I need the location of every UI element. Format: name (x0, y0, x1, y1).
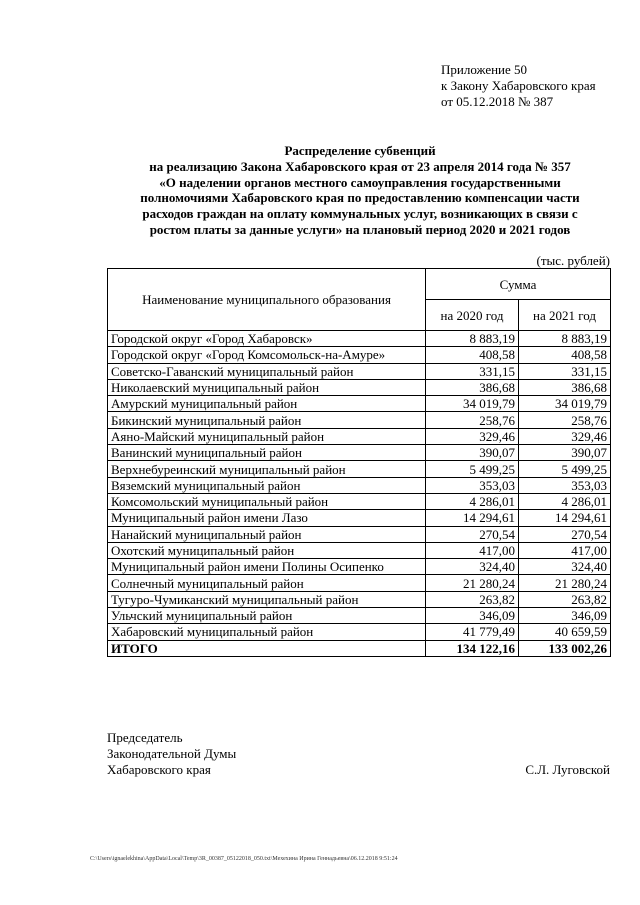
title-line: на реализацию Закона Хабаровского края от 23 апреля 2014 года № 357 (149, 158, 571, 174)
header-2021: на 2021 год (519, 300, 611, 331)
municipality-name: Бикинский муниципальный район (108, 412, 426, 428)
amount-2020: 21 280,24 (426, 575, 519, 591)
amount-2020: 408,58 (426, 347, 519, 363)
amount-2020: 14 294,61 (426, 510, 519, 526)
amount-2021: 40 659,59 (519, 624, 611, 640)
amount-2021: 390,07 (519, 445, 611, 461)
title-line: «О наделении органов местного самоуправления государственными (159, 174, 561, 190)
appendix-line: к Закону Хабаровского края (441, 78, 596, 93)
amount-2021: 34 019,79 (519, 396, 611, 412)
municipality-name: Городской округ «Город Комсомольск-на-Амуре» (108, 347, 426, 363)
table-row (108, 559, 611, 575)
amount-2021: 8 883,19 (519, 331, 611, 347)
amount-2021: 324,40 (519, 559, 611, 575)
appendix-line: от 05.12.2018 № 387 (441, 94, 554, 109)
municipality-name: Николаевский муниципальный район (108, 379, 426, 395)
table-row (108, 412, 611, 428)
municipality-name: Ванинский муниципальный район (108, 445, 426, 461)
table-row (108, 347, 611, 363)
amount-2021: 4 286,01 (519, 493, 611, 509)
amount-2020: 417,00 (426, 542, 519, 558)
amount-2020: 258,76 (426, 412, 519, 428)
amount-2020: 353,03 (426, 477, 519, 493)
table-row (108, 526, 611, 542)
header-row (108, 269, 611, 300)
appendix-reference (441, 62, 596, 110)
amount-2020: 34 019,79 (426, 396, 519, 412)
signature-line: Хабаровского края (107, 762, 211, 777)
table-row (108, 445, 611, 461)
amount-2020: 329,46 (426, 428, 519, 444)
municipality-name: Ульчский муниципальный район (108, 608, 426, 624)
municipality-name: Аяно-Майский муниципальный район (108, 428, 426, 444)
table-row (108, 428, 611, 444)
municipality-name: Муниципальный район имени Лазо (108, 510, 426, 526)
municipality-name: Солнечный муниципальный район (108, 575, 426, 591)
amount-2021: 386,68 (519, 379, 611, 395)
amount-2020: 263,82 (426, 591, 519, 607)
municipality-name: Охотский муниципальный район (108, 542, 426, 558)
municipality-name: Вяземский муниципальный район (108, 477, 426, 493)
header-sum: Сумма (426, 269, 611, 300)
municipality-name: ИТОГО (108, 640, 426, 656)
amount-2020: 390,07 (426, 445, 519, 461)
title-line: Распределение субвенций (284, 143, 436, 158)
header-name: Наименование муниципального образования (108, 269, 426, 331)
amount-2021: 331,15 (519, 363, 611, 379)
table-row (108, 331, 611, 347)
municipality-name: Верхнебуреинский муниципальный район (108, 461, 426, 477)
municipality-name: Тугуро-Чумиканский муниципальный район (108, 591, 426, 607)
table-row (108, 477, 611, 493)
amount-2020: 5 499,25 (426, 461, 519, 477)
amount-2021: 21 280,24 (519, 575, 611, 591)
file-path-footer: C:\Users\ignaelekhina\AppData\Local\Temp\3R_00387_05122018_050.txt\Мехехина Ирина Геннадьевна\06.12.2018 9:51:24 (90, 856, 398, 862)
table-row (108, 510, 611, 526)
amount-2021: 133 002,26 (519, 640, 611, 656)
municipality-name: Городской округ «Город Хабаровск» (108, 331, 426, 347)
municipality-name: Советско-Гаванский муниципальный район (108, 363, 426, 379)
signature-line: Законодательной Думы (107, 746, 237, 761)
table-row (108, 461, 611, 477)
header-2020: на 2020 год (426, 300, 519, 331)
document-title (100, 143, 620, 238)
amount-2020: 41 779,49 (426, 624, 519, 640)
municipality-name: Амурский муниципальный район (108, 396, 426, 412)
amount-2021: 5 499,25 (519, 461, 611, 477)
title-line: полномочиями Хабаровского края по предоставлению компенсации части (140, 190, 580, 206)
amount-2021: 270,54 (519, 526, 611, 542)
table-row (108, 542, 611, 558)
table-row (108, 608, 611, 624)
subsidy-table (107, 268, 611, 657)
title-line: ростом платы за данные услуги» на плановый период 2020 и 2021 годов (149, 221, 571, 237)
table-row (108, 379, 611, 395)
municipality-name: Комсомольский муниципальный район (108, 493, 426, 509)
table-row (108, 363, 611, 379)
amount-2020: 4 286,01 (426, 493, 519, 509)
amount-2020: 386,68 (426, 379, 519, 395)
amount-2020: 331,15 (426, 363, 519, 379)
title-line: расходов граждан на оплату коммунальных услуг, возникающих в связи с (142, 206, 578, 222)
amount-2021: 346,09 (519, 608, 611, 624)
amount-2020: 8 883,19 (426, 331, 519, 347)
signature-line: Председатель (107, 730, 183, 745)
total-row (108, 640, 611, 656)
table-row (108, 591, 611, 607)
municipality-name: Хабаровский муниципальный район (108, 624, 426, 640)
amount-2021: 353,03 (519, 477, 611, 493)
amount-2020: 324,40 (426, 559, 519, 575)
amount-2021: 408,58 (519, 347, 611, 363)
municipality-name: Нанайский муниципальный район (108, 526, 426, 542)
table-row (108, 396, 611, 412)
amount-2020: 346,09 (426, 608, 519, 624)
table-row (108, 493, 611, 509)
amount-2021: 14 294,61 (519, 510, 611, 526)
signatory-name: С.Л. Луговской (525, 762, 610, 777)
appendix-line: Приложение 50 (441, 62, 528, 77)
amount-2020: 134 122,16 (426, 640, 519, 656)
units-label: (тыс. рублей) (536, 253, 610, 268)
amount-2021: 263,82 (519, 591, 611, 607)
amount-2021: 417,00 (519, 542, 611, 558)
amount-2021: 258,76 (519, 412, 611, 428)
municipality-name: Муниципальный район имени Полины Осипенко (108, 559, 426, 575)
amount-2020: 270,54 (426, 526, 519, 542)
amount-2021: 329,46 (519, 428, 611, 444)
table-row (108, 575, 611, 591)
signature-block (107, 730, 236, 778)
table-row (108, 624, 611, 640)
